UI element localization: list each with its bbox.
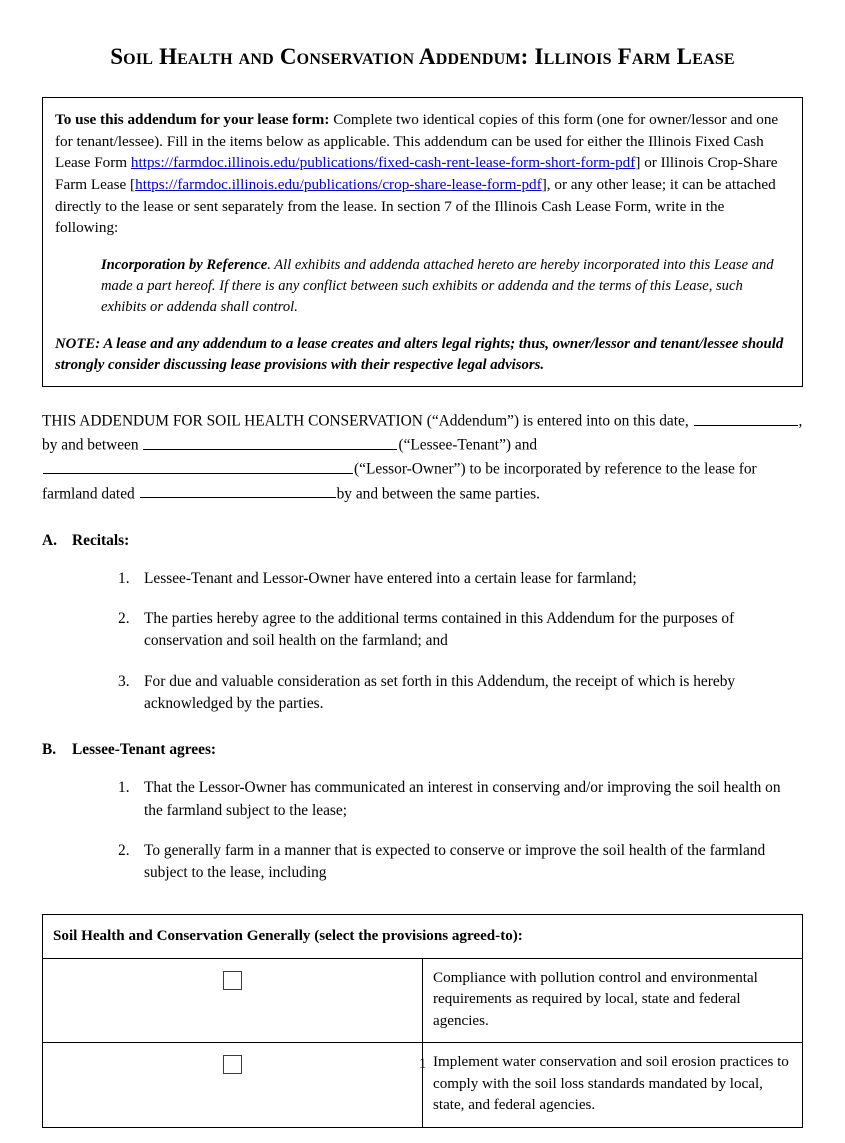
list-item-marker: 3. [118,672,130,690]
instruction-paragraph [55,109,790,238]
list-item-marker: 2. [118,610,130,627]
list-item [42,840,803,885]
provision-checkbox-cell-1[interactable] [43,959,423,1043]
section-a-heading [42,532,803,550]
intro-text-part3: (“Lessee-Tenant”) and [398,437,538,455]
legal-note: NOTE: A lease and any addendum to a lease creates and alters legal rights; thus, owner/lessor and tenant/lessee should strongly consider discussing lease provisions with their respective legal advisors. [55,336,784,374]
list-item-text: For due and valuable consideration as set forth in this Addendum, the receipt of which is hereby acknowledged by the parties. [144,672,736,712]
list-item [42,568,803,590]
intro-text-part1: THIS ADDENDUM FOR SOIL HEALTH CONSERVATION (“Addendum”) is entered into on this date, [42,412,689,430]
fixed-cash-lease-link[interactable]: https://farmdoc.illinois.edu/publications/fixed-cash-rent-lease-form-short-form-pdf [130,154,636,172]
list-item-marker: 1. [118,779,130,797]
crop-share-lease-link[interactable]: https://farmdoc.illinois.edu/publications/crop-share-lease-form-pdf [135,176,542,194]
section-a-letter: A. [42,531,57,549]
list-item-text: That the Lessor-Owner has communicated an interest in conserving and/or improving the soil health on the farmland subject to the lease; [144,779,781,819]
page-number: 1 [418,1056,427,1072]
instruction-text-part2: ] or Illinois Crop-Share Farm Lease [ [55,154,778,194]
instruction-box [42,97,803,387]
list-item [42,608,803,653]
quote-body-text: . All exhibits and addenda attached hereto are hereby incorporated into this Lease and made a part hereof. If there is any conflict between such exhibits or addenda and the terms of this Lease, such exhibits or addenda shall control. [101,256,774,316]
date-blank-field[interactable] [694,409,798,426]
section-a-title: Recitals: [72,531,130,549]
section-b-letter: B. [42,741,57,759]
section-b-title: Lessee-Tenant agrees: [72,741,217,759]
document-page [0,44,845,1143]
lessee-tenant-blank-field[interactable] [143,433,397,450]
provision-text-2: Implement water conservation and soil erosion practices to comply with the soil loss standards mandated by local, state, and federal agencies. [423,1043,803,1127]
provision-text-1: Compliance with pollution control and environmental requirements as required by local, state and federal agencies. [423,959,803,1043]
list-item-text: The parties hereby agree to the additional terms contained in this Addendum for the purposes of conservation and soil health on the farmland; and [144,610,735,650]
instruction-text-part3: ], or any other lease; it can be attached directly to the lease or sent separately from the lease. In section 7 of the Illinois Cash Lease Form, write in the following: [55,176,776,237]
table-row [43,959,803,1043]
list-item-marker: 1. [118,569,130,587]
list-item-marker: 2. [118,841,130,859]
section-a-list [42,568,803,716]
instruction-lead-label: To use this addendum for your lease form: [55,111,330,129]
lessor-owner-blank-field[interactable] [43,457,353,474]
checkbox-icon[interactable] [223,971,242,990]
section-b-list [42,777,803,884]
instruction-text-part1: Complete two identical copies of this form (one for owner/lessor and one for tenant/lessee). Fill in the items below as applicable. This addendum can be used for either the Illinois Fixed Cash Lease Form [55,111,779,172]
section-b-heading [42,741,803,759]
list-item [42,777,803,822]
provisions-table-header: Soil Health and Conservation Generally (select the provisions agreed-to): [43,914,803,958]
addendum-intro-paragraph [42,409,803,505]
list-item-text: Lessee-Tenant and Lessor-Owner have entered into a certain lease for farmland; [144,569,637,587]
incorporation-by-reference-quote [101,255,790,318]
provisions-table [42,914,803,1128]
intro-text-part2: , by and between [42,412,803,455]
table-header-row [43,914,803,958]
page-title: Soil Health and Conservation Addendum: Illinois Farm Lease [110,44,735,69]
quote-lead-label: Incorporation by Reference [101,256,268,273]
intro-text-part4: (“Lessor-Owner”) to be incorporated by reference to the lease for farmland dated [42,461,757,503]
list-item [42,671,803,716]
intro-text-part5: by and between the same parties. [336,485,541,503]
farmland-date-blank-field[interactable] [140,482,336,499]
list-item-text: To generally farm in a manner that is expected to conserve or improve the soil health of the farmland subject to the lease, including [144,841,766,882]
